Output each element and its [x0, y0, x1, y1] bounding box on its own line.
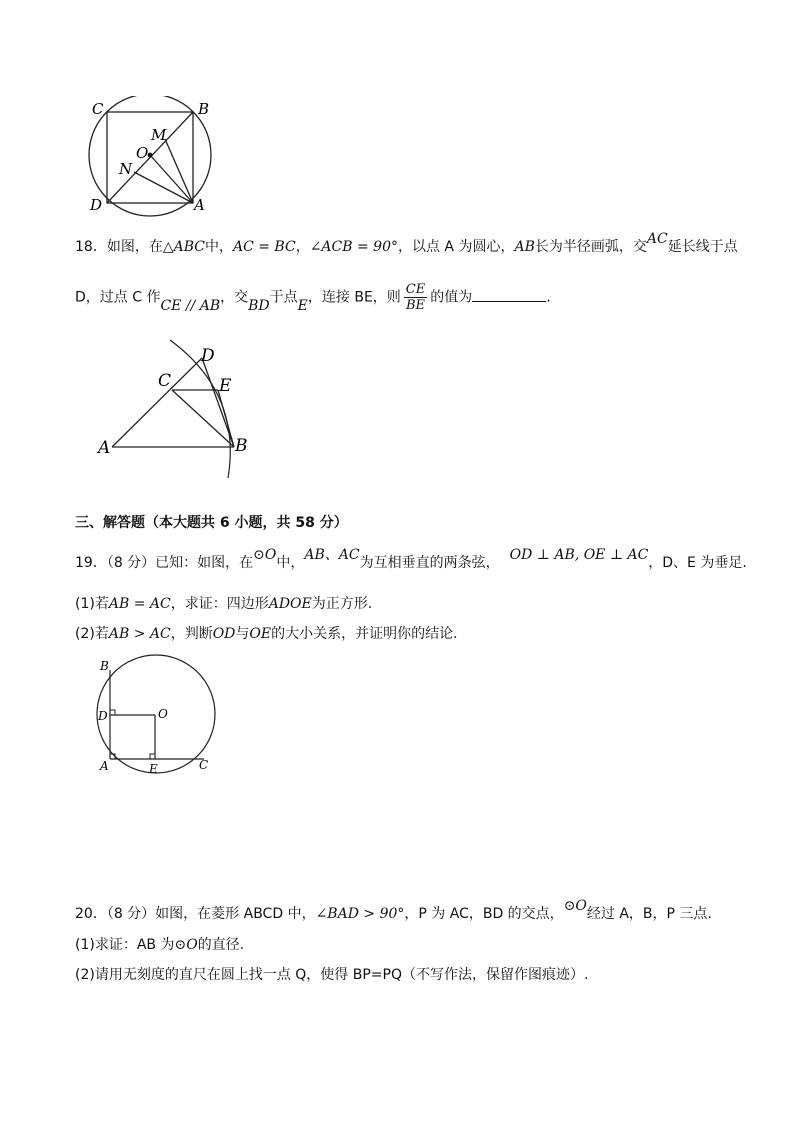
q18-ab: AB — [514, 239, 535, 255]
fig17-label-c: C — [92, 100, 104, 118]
q19-text: 为互相垂直的两条弦， — [359, 555, 500, 571]
q20-circle-o-2: ⊙O — [174, 937, 198, 953]
q19-text: 与 — [235, 626, 250, 642]
fig17-label-a: A — [194, 196, 205, 214]
q19-text: 中， — [276, 555, 305, 571]
fig18-label-d: D — [201, 346, 215, 366]
q18-fraction — [404, 282, 427, 313]
q19-quad-adoe: ADOE — [268, 596, 312, 612]
q18-text: ，以点 A 为圆心， — [397, 239, 515, 255]
q18-ac: AC — [646, 231, 668, 247]
q19-text: (2)若 — [75, 626, 109, 642]
q19-part1 — [75, 593, 372, 613]
fig18-label-c: C — [158, 371, 172, 391]
q18-eq-ac-bc: AC = BC — [232, 239, 296, 255]
q20-circle-o: ⊙O — [563, 898, 587, 914]
fig19-label-d: D — [98, 709, 108, 723]
q18-line1 — [75, 231, 738, 256]
q20-text: ，P 为 AC，BD 的交点， — [404, 906, 564, 922]
q18-frac-numerator: CE — [405, 282, 426, 297]
fig19-label-b: B — [100, 659, 109, 673]
q20-text: (1)求证：AB 为 — [75, 937, 175, 953]
q18-text: 延长线于点 — [667, 239, 738, 255]
q18-angle-acb: ∠ACB = 90° — [309, 239, 398, 255]
figure-18 — [92, 338, 264, 484]
q20-text: 经过 A，B，P 三点. — [586, 906, 712, 922]
fig19-label-e: E — [149, 762, 158, 776]
fig17-label-d: D — [90, 196, 103, 214]
q19-ab-eq-ac: AB = AC — [108, 596, 171, 612]
fig17-label-n: N — [119, 160, 133, 178]
q18-text: D，过点 C 作 — [75, 289, 161, 306]
q19-text: 的大小关系，并证明你的结论. — [271, 626, 458, 642]
q20-part2: (2)请用无刻度的直尺在圆上找一点 Q，使得 BP=PQ（不写作法，保留作图痕迹）. — [75, 967, 589, 983]
q18-text: 长为半径画弧，交 — [534, 239, 647, 255]
fig18-label-e: E — [219, 376, 232, 396]
q20-part1 — [75, 934, 244, 954]
figure-17 — [80, 96, 220, 220]
q19-chords: AB、AC — [304, 547, 360, 563]
q19-text: ，求证：四边形 — [170, 596, 269, 612]
q19-perpendiculars: OD ⊥ AB, OE ⊥ AC — [509, 547, 649, 563]
fig17-label-o: O — [136, 144, 149, 162]
q18-text: 18．如图，在 — [75, 239, 163, 255]
q19-text: 19．（8 分）已知：如图，在 — [75, 555, 254, 571]
q19-text: 为正方形. — [311, 596, 373, 612]
q19-text: ，D、E 为垂足. — [648, 555, 747, 571]
fig17-label-m: M — [151, 126, 167, 144]
q19-od: OD — [212, 626, 236, 642]
fig17-label-b: B — [198, 100, 210, 118]
q18-text: ， — [295, 239, 310, 255]
q19-line1 — [75, 547, 747, 572]
q18-text: . — [546, 289, 551, 306]
q18-text: 于点 — [269, 289, 298, 306]
fig19-label-c: C — [199, 758, 209, 772]
q19-part2 — [75, 623, 458, 643]
q19-ab-gt-ac: AB > AC — [108, 626, 171, 642]
q20-text: 20．（8 分）如图，在菱形 ABCD 中， — [75, 906, 316, 922]
q20-text: 的直径. — [197, 937, 245, 953]
fig19-label-a: A — [100, 759, 109, 773]
q18-text: 中， — [204, 239, 233, 255]
q19-circle-o: ⊙O — [253, 547, 277, 563]
fig18-label-a: A — [98, 438, 111, 458]
q19-text: (1)若 — [75, 596, 109, 612]
fig19-label-o: O — [158, 707, 168, 721]
q18-ce-parallel-ab: CE // AB — [160, 297, 221, 314]
q18-bd: BD — [248, 297, 270, 314]
q20-line1 — [75, 898, 712, 923]
q18-text: ，交 — [220, 289, 249, 306]
q19-text: ，判断 — [170, 626, 213, 642]
q18-triangle: △ABC — [162, 239, 205, 255]
fig18-label-b: B — [235, 436, 248, 456]
q18-e: E — [297, 297, 308, 314]
section-3-title: 三、解答题（本大题共 6 小题，共 58 分） — [75, 515, 348, 531]
q20-angle-bad: ∠BAD > 90° — [315, 906, 405, 922]
q18-text: ，连接 BE，则 — [307, 289, 401, 306]
figure-19 — [92, 652, 226, 780]
q19-oe: OE — [249, 626, 272, 642]
q18-line2 — [75, 282, 551, 313]
q18-frac-denominator: BE — [405, 298, 426, 313]
q18-text: 的值为 — [430, 289, 473, 306]
q18-answer-blank — [472, 287, 546, 302]
